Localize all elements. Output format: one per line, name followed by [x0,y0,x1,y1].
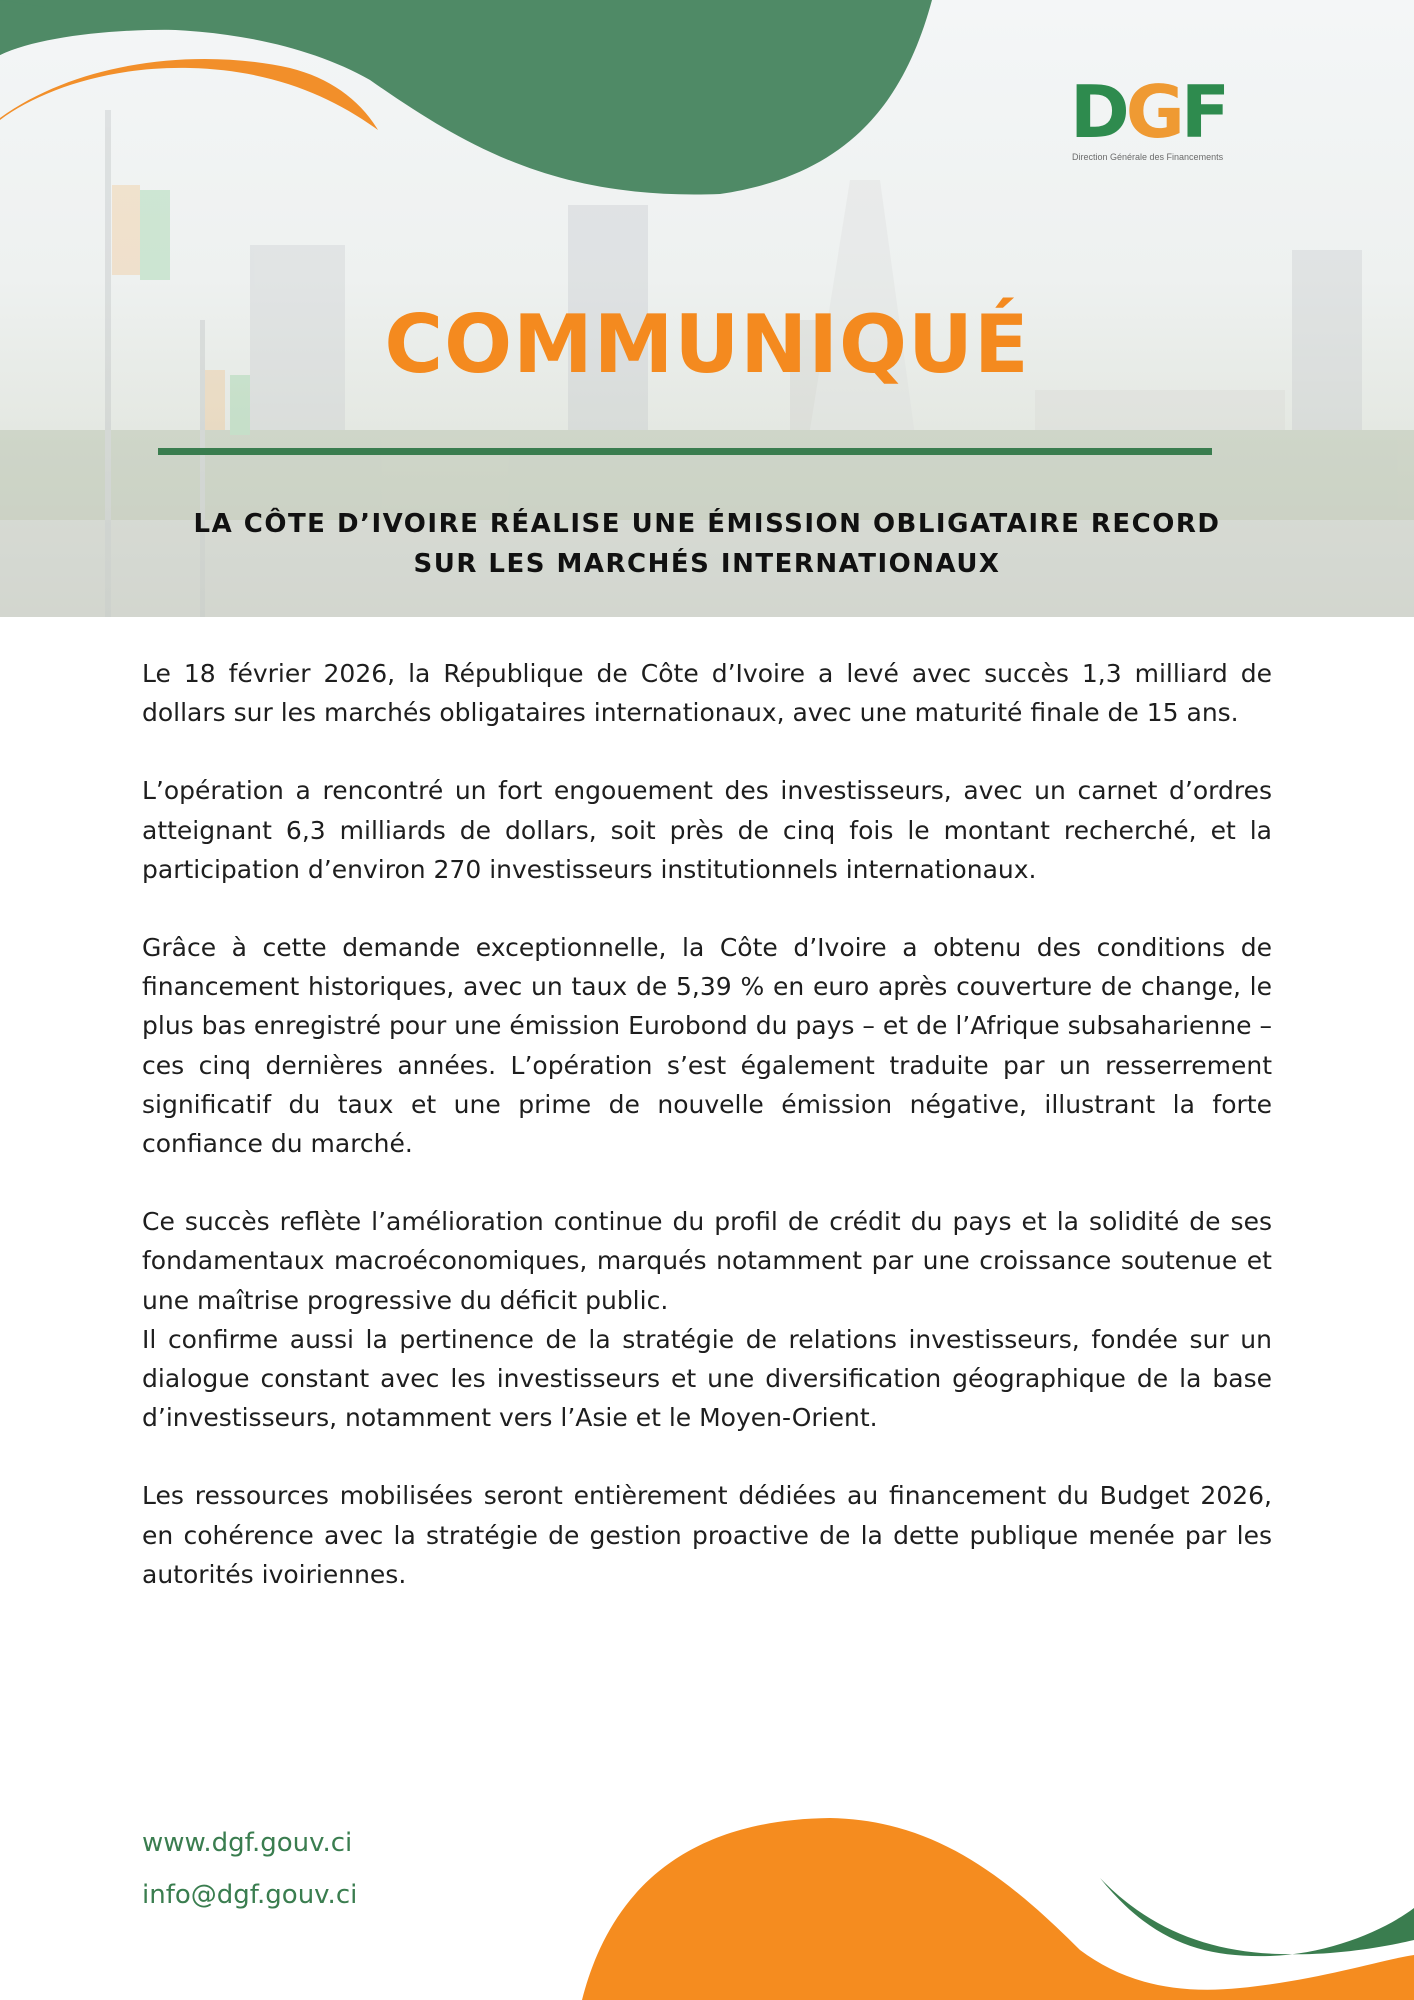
paragraph-3: Grâce à cette demande exceptionnelle, la Côte d’Ivoire a obtenu des conditions de financement historiques, avec un taux de 5,39 % en euro après couverture de change, le plus bas enregistré pour une émission Eurobond du pays – et de l’Afrique subsaharienne – ces cinq dernières années. L’opération s’est également traduite par un resserrement significatif du taux et une prime de nouvelle émission négative, illustrant la forte confiance du marché. [142,933,1272,1159]
headline-line-2: SUR LES MARCHÉS INTERNATIONAUX [413,549,1001,579]
website-link[interactable]: www.dgf.gouv.ci [142,1828,353,1858]
paragraph-4: Ce succès reflète l’amélioration continue du profil de crédit du pays et la solidité de ses fondamentaux macroéconomiques, marqués notamment par une croissance soutenue et une maîtrise progressive du déficit public. [142,1207,1272,1315]
press-release-body [142,654,1272,1594]
email-link[interactable]: info@dgf.gouv.ci [142,1880,358,1910]
paragraph-6: Les ressources mobilisées seront entièrement dédiées au financement du Budget 2026, en cohérence avec la stratégie de gestion proactive de la dette publique menée par les autorités ivoiriennes. [142,1481,1272,1589]
logo-subtitle: Direction Générale des Financements [1072,152,1224,162]
logo-letters: DGF [1070,70,1227,154]
headline-line-1: LA CÔTE D’IVOIRE RÉALISE UNE ÉMISSION OBLIGATAIRE RECORD [193,509,1221,539]
headline [0,504,1414,584]
title-divider [158,448,1212,455]
page-title: COMMUNIQUÉ [384,298,1030,391]
paragraph-5: Il confirme aussi la pertinence de la stratégie de relations investisseurs, fondée sur un dialogue constant avec les investisseurs et une diversification géographique de la base d’investisseurs, notamment vers l’Asie et le Moyen-Orient. [142,1324,1272,1433]
dgf-logo [1068,70,1248,166]
paragraph-1: Le 18 février 2026, la République de Côte d’Ivoire a levé avec succès 1,3 milliard de dollars sur les marchés obligataires internationaux, avec une maturité finale de 15 ans. [142,659,1272,728]
elephant-icon: G [1125,70,1181,154]
header-banner [0,0,1414,617]
paragraph-2: L’opération a rencontré un fort engouement des investisseurs, avec un carnet d’ordres atteignant 6,3 milliards de dollars, soit près de cinq fois le montant recherché, et la participation d’environ 270 investisseurs institutionnels internationaux. [142,776,1272,884]
